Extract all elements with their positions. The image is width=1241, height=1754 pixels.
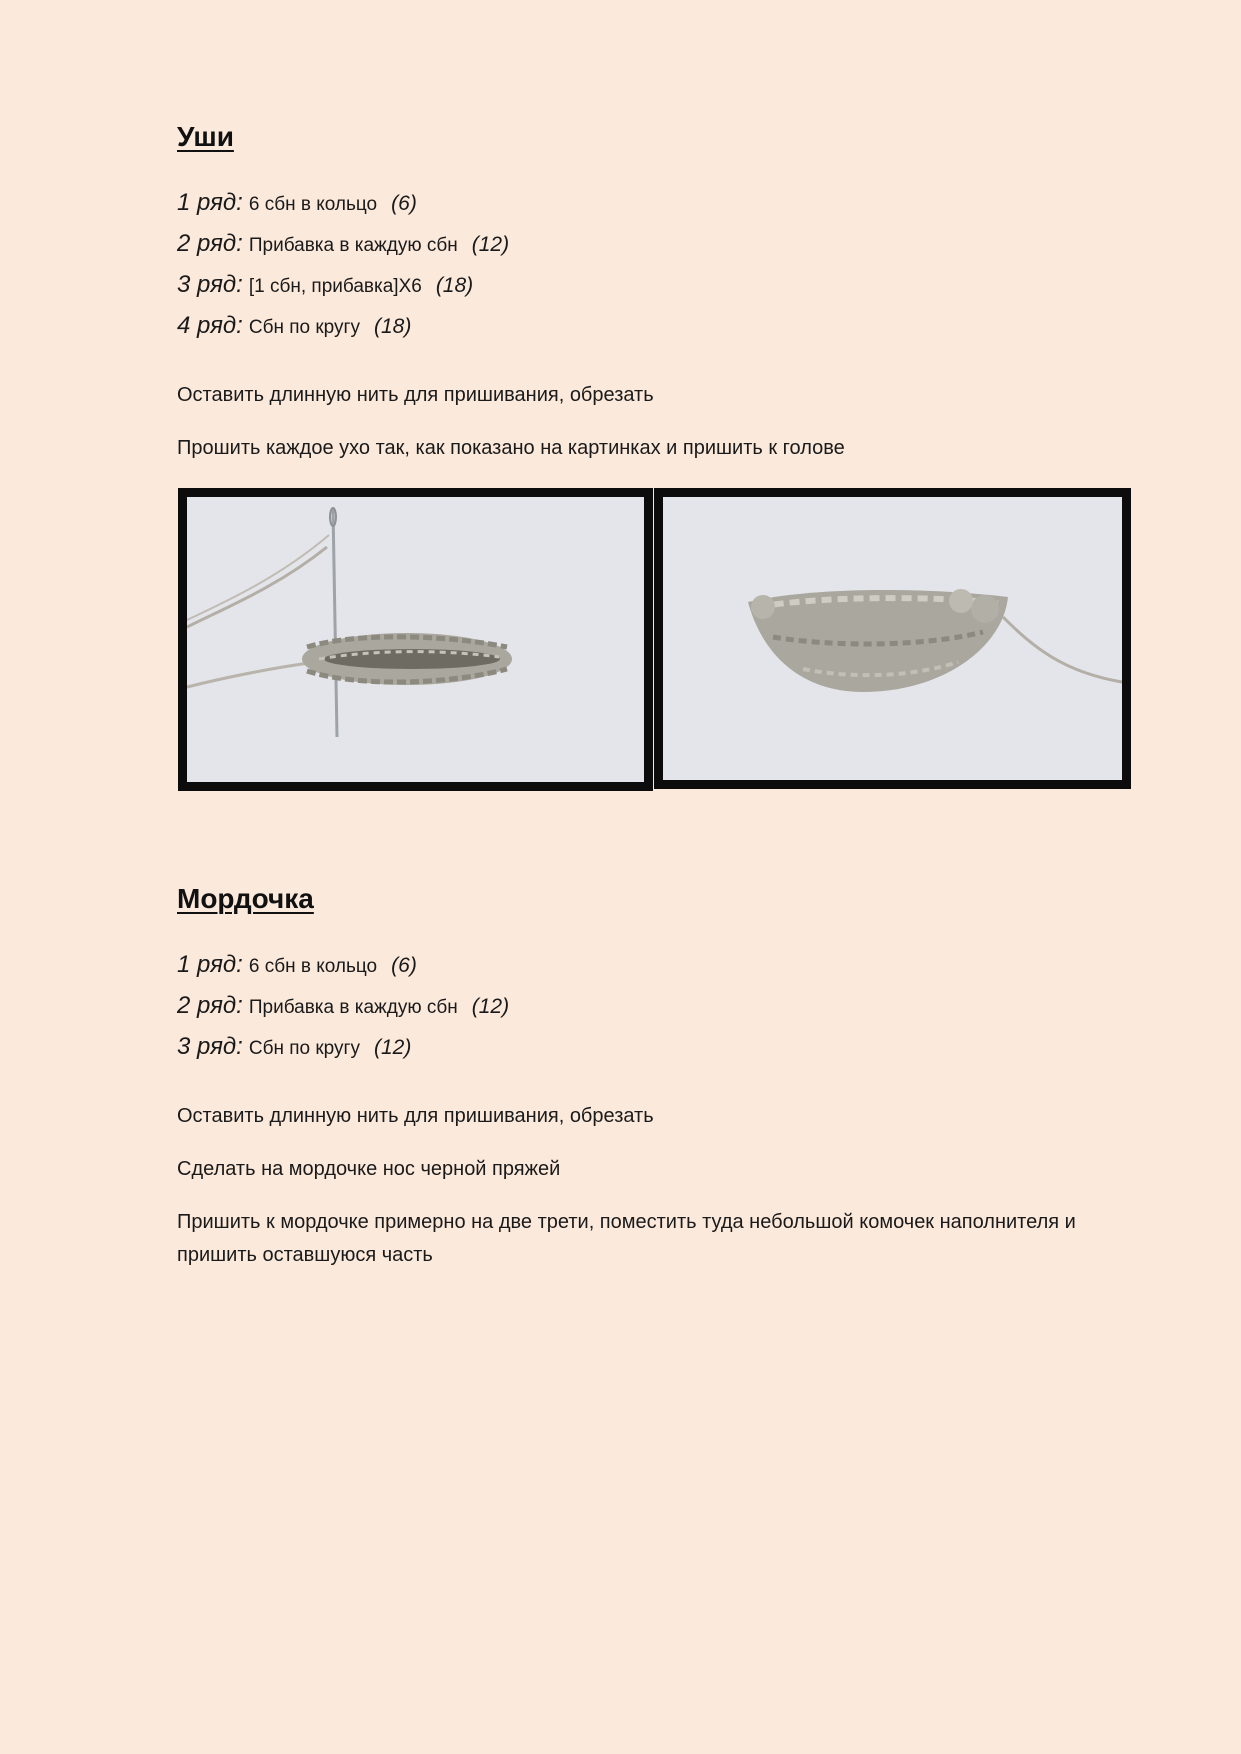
ears-note-2: Прошить каждое ухо так, как показано на картинках и пришить к голове [177, 437, 845, 459]
muzzle-row-3 [177, 1026, 1137, 1067]
row-label: 1 ряд: [177, 189, 243, 216]
row-count: (12) [471, 233, 510, 256]
row-count: (6) [391, 954, 417, 977]
row-count: (12) [373, 1036, 412, 1059]
muzzle-section [177, 882, 1137, 1067]
row-label: 3 ряд: [177, 1033, 243, 1060]
ears-heading: Уши [177, 121, 234, 152]
row-count: (12) [471, 995, 510, 1018]
row-count: (18) [435, 274, 474, 297]
ears-rows [177, 182, 1137, 346]
row-label: 2 ряд: [177, 230, 243, 257]
muzzle-rows [177, 944, 1137, 1067]
ear-finished-photo [654, 488, 1131, 789]
muzzle-note-2: Сделать на мордочке нос черной пряжей [177, 1158, 561, 1180]
ears-row-3 [177, 264, 1137, 305]
ears-row-4 [177, 305, 1137, 346]
row-count: (6) [391, 192, 417, 215]
row-text: 6 сбн в кольцо [248, 956, 378, 977]
muzzle-row-2 [177, 985, 1137, 1026]
row-text: Прибавка в каждую сбн [248, 997, 458, 1018]
row-count: (18) [373, 315, 412, 338]
row-text: [1 сбн, прибавка]Х6 [248, 276, 422, 297]
row-label: 1 ряд: [177, 951, 243, 978]
muzzle-row-1 [177, 944, 1137, 985]
muzzle-note-1: Оставить длинную нить для пришивания, обрезать [177, 1105, 654, 1127]
ear-photos [178, 488, 1131, 791]
ears-row-1 [177, 182, 1137, 223]
row-label: 3 ряд: [177, 271, 243, 298]
ear-finished-image [663, 497, 1122, 780]
row-label: 4 ряд: [177, 312, 243, 339]
row-text: 6 сбн в кольцо [248, 194, 378, 215]
row-text: Сбн по кругу [248, 1038, 360, 1059]
muzzle-heading: Мордочка [177, 883, 314, 914]
ear-sewing-photo [178, 488, 653, 791]
ears-section [177, 120, 1137, 346]
muzzle-note-3: Пришить к мордочке примерно на две трети, поместить туда небольшой комочек наполнителя и пришить оставшуюся часть [177, 1211, 1076, 1266]
row-label: 2 ряд: [177, 992, 243, 1019]
row-text: Прибавка в каждую сбн [248, 235, 458, 256]
ears-row-2 [177, 223, 1137, 264]
ear-sewing-image [187, 497, 644, 782]
ears-note-1: Оставить длинную нить для пришивания, обрезать [177, 384, 654, 406]
row-text: Сбн по кругу [248, 317, 360, 338]
